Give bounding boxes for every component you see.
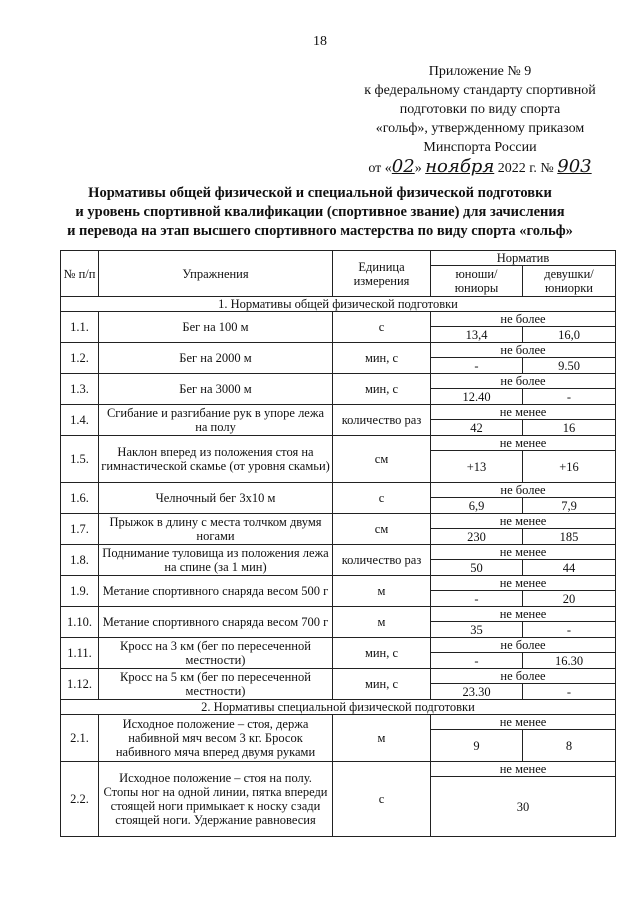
table-row xyxy=(61,638,616,653)
requirement: не менее xyxy=(431,762,616,777)
document-title xyxy=(40,184,600,241)
table-row xyxy=(61,607,616,622)
row-number: 1.5. xyxy=(61,436,99,483)
row-number: 1.12. xyxy=(61,669,99,700)
table-row xyxy=(61,545,616,560)
exercise-name: Бег на 3000 м xyxy=(99,374,333,405)
value-girls: 16 xyxy=(523,420,616,436)
exercise-name: Кросс на 3 км (бег по пересеченной местности) xyxy=(99,638,333,669)
table-row xyxy=(61,669,616,684)
row-number: 2.2. xyxy=(61,762,99,837)
value-girls: - xyxy=(523,622,616,638)
unit: мин, с xyxy=(333,343,431,374)
unit: с xyxy=(333,762,431,837)
value-boys: 50 xyxy=(431,560,523,576)
appendix-line: подготовки по виду спорта xyxy=(399,102,561,117)
table-row xyxy=(61,405,616,420)
title-line: и перевода на этап высшего спортивного мастерства по виду спорта «гольф» xyxy=(67,223,573,239)
row-number: 1.11. xyxy=(61,638,99,669)
value-boys: - xyxy=(431,653,523,669)
value-girls: 20 xyxy=(523,591,616,607)
norms-table xyxy=(60,250,616,837)
exercise-name: Прыжок в длину с места толчком двумя ногами xyxy=(99,514,333,545)
handwritten-month: ноября xyxy=(425,156,495,177)
unit: см xyxy=(333,514,431,545)
handwritten-day: 02 xyxy=(391,156,415,177)
requirement: не менее xyxy=(431,607,616,622)
value-boys: 35 xyxy=(431,622,523,638)
table-row xyxy=(61,374,616,389)
table-row xyxy=(61,483,616,498)
unit: с xyxy=(333,312,431,343)
value-boys: - xyxy=(431,591,523,607)
value-boys: 230 xyxy=(431,529,523,545)
exercise-name: Бег на 100 м xyxy=(99,312,333,343)
requirement: не более xyxy=(431,483,616,498)
table-row xyxy=(61,343,616,358)
value-girls: - xyxy=(523,684,616,700)
unit: мин, с xyxy=(333,374,431,405)
requirement: не более xyxy=(431,343,616,358)
exercise-name: Сгибание и разгибание рук в упоре лежа на полу xyxy=(99,405,333,436)
handwritten-order-number: 903 xyxy=(557,156,592,177)
row-number: 1.7. xyxy=(61,514,99,545)
requirement: не менее xyxy=(431,576,616,591)
exercise-name: Кросс на 5 км (бег по пересеченной местности) xyxy=(99,669,333,700)
unit: количество раз xyxy=(333,405,431,436)
row-number: 1.1. xyxy=(61,312,99,343)
requirement: не более xyxy=(431,312,616,327)
requirement: не более xyxy=(431,374,616,389)
section-row xyxy=(61,700,616,715)
value-girls: 16.30 xyxy=(523,653,616,669)
value-girls: 8 xyxy=(523,730,616,762)
exercise-name: Поднимание туловища из положения лежа на спине (за 1 мин) xyxy=(99,545,333,576)
row-number: 1.3. xyxy=(61,374,99,405)
value-girls: 7,9 xyxy=(523,498,616,514)
requirement: не менее xyxy=(431,514,616,529)
requirement: не менее xyxy=(431,405,616,420)
header-norm: Норматив xyxy=(431,251,616,266)
table-row xyxy=(61,514,616,529)
appendix-line: к федеральному стандарту спортивной xyxy=(364,83,596,98)
section-heading: 1. Нормативы общей физической подготовки xyxy=(61,297,616,312)
appendix-block xyxy=(350,62,610,178)
exercise-name: Челночный бег 3х10 м xyxy=(99,483,333,514)
exercise-name: Исходное положение – стоя, держа набивной мяч весом 3 кг. Бросок набивного мяча вперед двумя руками xyxy=(99,715,333,762)
date-prefix: от « xyxy=(368,161,392,176)
header-num: № п/п xyxy=(61,251,99,297)
unit: количество раз xyxy=(333,545,431,576)
row-number: 1.6. xyxy=(61,483,99,514)
requirement: не более xyxy=(431,669,616,684)
row-number: 1.4. xyxy=(61,405,99,436)
requirement: не менее xyxy=(431,715,616,730)
exercise-name: Метание спортивного снаряда весом 500 г xyxy=(99,576,333,607)
table-row xyxy=(61,576,616,591)
value-boys: 9 xyxy=(431,730,523,762)
table-row xyxy=(61,312,616,327)
value-boys: 42 xyxy=(431,420,523,436)
table-row xyxy=(61,715,616,730)
title-line: Нормативы общей физической и специальной физической подготовки xyxy=(88,185,552,201)
exercise-name: Наклон вперед из положения стоя на гимнастической скамье (от уровня скамьи) xyxy=(99,436,333,483)
exercise-name: Метание спортивного снаряда весом 700 г xyxy=(99,607,333,638)
appendix-line: Приложение № 9 xyxy=(428,64,532,79)
value-boys: 6,9 xyxy=(431,498,523,514)
value-both: 30 xyxy=(431,777,616,837)
row-number: 1.8. xyxy=(61,545,99,576)
requirement: не менее xyxy=(431,545,616,560)
exercise-name: Исходное положение – стоя на полу. Стопы ног на одной линии, пятка впереди стоящей ноги примыкает к носку сзади стоящей ноги. Удержание равновесия xyxy=(99,762,333,837)
unit: м xyxy=(333,715,431,762)
appendix-date-line xyxy=(350,157,610,178)
requirement: не более xyxy=(431,638,616,653)
unit: см xyxy=(333,436,431,483)
value-boys: +13 xyxy=(431,451,523,483)
table-row xyxy=(61,762,616,777)
value-boys: 23.30 xyxy=(431,684,523,700)
appendix-line: Минспорта России xyxy=(423,140,537,155)
requirement: не менее xyxy=(431,436,616,451)
row-number: 1.2. xyxy=(61,343,99,374)
value-girls: - xyxy=(523,389,616,405)
unit: мин, с xyxy=(333,638,431,669)
unit: м xyxy=(333,576,431,607)
section-heading: 2. Нормативы специальной физической подготовки xyxy=(61,700,616,715)
value-boys: 13,4 xyxy=(431,327,523,343)
value-boys: 12.40 xyxy=(431,389,523,405)
date-year: 2022 г. № xyxy=(494,161,558,176)
section-row xyxy=(61,297,616,312)
appendix-line: «гольф», утвержденному приказом xyxy=(375,121,585,136)
value-girls: +16 xyxy=(523,451,616,483)
date-mid: » xyxy=(414,161,426,176)
value-girls: 185 xyxy=(523,529,616,545)
value-girls: 44 xyxy=(523,560,616,576)
row-number: 2.1. xyxy=(61,715,99,762)
table-row xyxy=(61,436,616,451)
header-boys: юноши/ юниоры xyxy=(431,266,523,297)
row-number: 1.10. xyxy=(61,607,99,638)
value-girls: 9.50 xyxy=(523,358,616,374)
page-number: 18 xyxy=(313,34,327,49)
value-girls: 16,0 xyxy=(523,327,616,343)
row-number: 1.9. xyxy=(61,576,99,607)
unit: м xyxy=(333,607,431,638)
header-girls: девушки/ юниорки xyxy=(523,266,616,297)
value-boys: - xyxy=(431,358,523,374)
header-exercise: Упражнения xyxy=(99,251,333,297)
unit: мин, с xyxy=(333,669,431,700)
unit: с xyxy=(333,483,431,514)
header-unit: Единица измерения xyxy=(333,251,431,297)
title-line: и уровень спортивной квалификации (спортивное звание) для зачисления xyxy=(75,204,565,220)
exercise-name: Бег на 2000 м xyxy=(99,343,333,374)
